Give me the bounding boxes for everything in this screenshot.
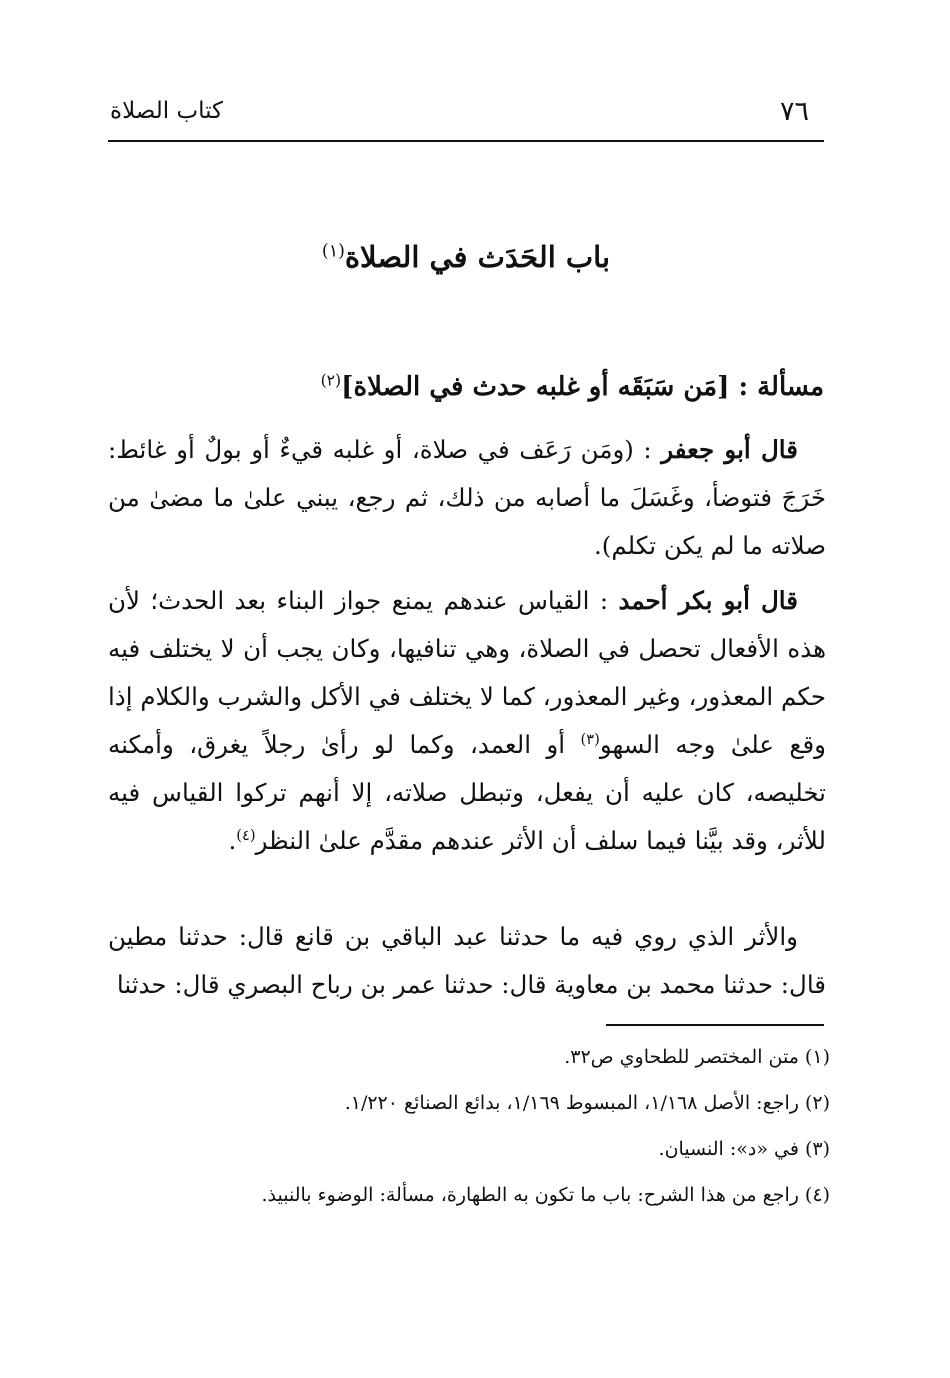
- paragraph-text: : القياس عندهم يمنع جواز البناء بعد الحدث؛ لأن هذه الأفعال تحصل في الصلاة، وهي تنافيها، وكان يجب أن لا يختلف فيه حكم المعذور، وغير المعذور، كما لا يختلف في الأكل والشرب والكلام إذا وقع علىٰ وجه السهو: [108, 586, 826, 759]
- header-rule: [108, 140, 824, 142]
- footnote-ref: (١): [321, 241, 345, 262]
- footnote: (٢) راجع: الأصل ١/١٦٨، المبسوط ١/١٦٩، بدائع الصنائع ١/٢٢٠.: [344, 1092, 830, 1114]
- footnote-ref: (٢): [320, 371, 342, 390]
- paragraph-text: والأثر الذي روي فيه ما حدثنا عبد الباقي بن قانع قال: حدثنا مطين قال: حدثنا محمد بن معاوية قال: حدثنا عمر بن رباح البصري قال: حدثنا: [108, 922, 826, 999]
- chapter-title: [108, 240, 824, 274]
- footnote-rule: [606, 1024, 824, 1026]
- footnote-ref: (٣): [580, 730, 600, 748]
- paragraph-text: .: [228, 826, 237, 855]
- question-heading-text: مسألة : [مَن سَبَقَه أو غلبه حدث في الصلاة]: [341, 372, 824, 402]
- page-number: ٧٦: [780, 96, 810, 127]
- chapter-title-text: باب الحَدَث في الصلاة: [344, 240, 611, 274]
- question-heading: [321, 372, 824, 402]
- speaker-label: قال أبو جعفر: [661, 435, 798, 464]
- footnote: (٤) راجع من هذا الشرح: باب ما تكون به الطهارة، مسألة: الوضوء بالنبيذ.: [261, 1184, 830, 1206]
- paragraph-text: : (ومَن رَعَف في صلاة، أو غلبه قيءٌ أو بولٌ أو غائط: خَرَجَ فتوضأ، وغَسَلَ ما أصابه من ذلك، ثم رجع، يبني علىٰ ما مضىٰ من صلاته ما لم يكن تكلم).: [108, 435, 826, 560]
- paragraph-commentary: [108, 577, 826, 865]
- paragraph-narration: [108, 913, 826, 1009]
- running-header-title: كتاب الصلاة: [110, 98, 223, 124]
- paragraph-matn: [108, 426, 826, 570]
- paragraph-text: أو العمد، وكما لو رأىٰ رجلاً يغرق، وأمكنه تخليصه، كان عليه أن يفعل، وتبطل صلاته، إلا أنهم تركوا القياس فيه للأثر، وقد بيَّنا فيما سلف أن الأثر عندهم مقدَّم علىٰ النظر: [108, 730, 826, 855]
- footnote: (٣) في «د»: النسيان.: [658, 1138, 830, 1160]
- speaker-label: قال أبو بكر أحمد: [618, 586, 798, 615]
- footnote-ref: (٤): [236, 826, 256, 844]
- footnote: (١) متن المختصر للطحاوي ص٣٢.: [564, 1046, 830, 1068]
